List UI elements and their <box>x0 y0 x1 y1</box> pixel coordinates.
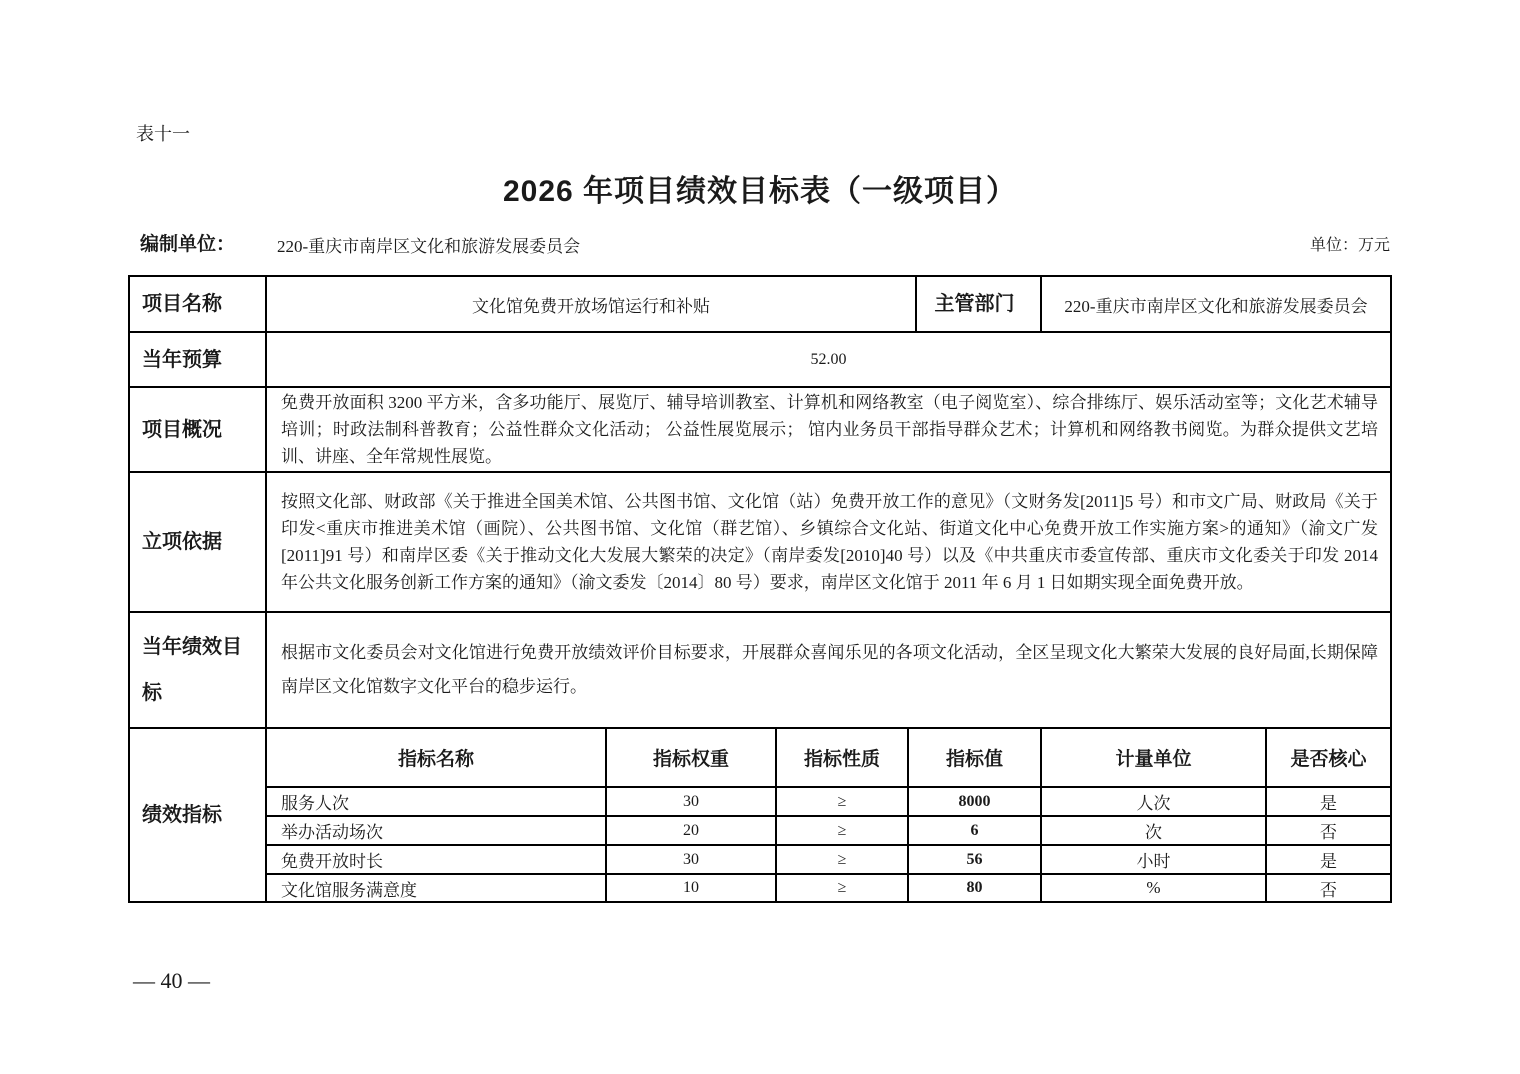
unit-note: 单位：万元 <box>1309 237 1390 254</box>
table-row <box>130 388 1392 473</box>
indicator-row <box>267 846 1392 875</box>
indicator-nature: ≥ <box>777 846 909 875</box>
indicator-core: 是 <box>1267 846 1392 875</box>
overview-text: 免费开放面积 3200 平方米，含多功能厅、展览厅、辅导培训教室、计算机和网络教室（电子阅览室）、综合排练厅、娱乐活动室等；文化艺术辅导培训；时政法制科普教育；公益性群众文化活动； 公益性展览展示； 馆内业务员干部指导群众艺术；计算机和网络教书阅览。为群众提供文艺培训、讲座、全年常规性展览。 <box>281 393 1378 466</box>
indicator-weight: 30 <box>607 788 777 817</box>
dept-label: 主管部门 <box>917 277 1042 333</box>
page-number: — 40 — <box>133 968 210 993</box>
indicator-name: 举办活动场次 <box>267 817 607 846</box>
indicator-row <box>267 817 1392 846</box>
indicator-name: 免费开放时长 <box>267 846 607 875</box>
indicator-unit: % <box>1042 875 1267 903</box>
prepared-by-label: 编制单位： <box>140 234 236 255</box>
indicator-value: 8000 <box>909 788 1042 817</box>
overview-label: 项目概况 <box>130 388 267 473</box>
indicator-nature: ≥ <box>777 875 909 903</box>
indicator-weight: 10 <box>607 875 777 903</box>
prepared-by-value: 220-重庆市南岸区文化和旅游发展委员会 <box>277 237 581 256</box>
indicator-core: 否 <box>1267 875 1392 903</box>
basis-value <box>267 473 1392 613</box>
goal-text: 根据市文化委员会对文化馆进行免费开放绩效评价目标要求，开展群众喜闻乐见的各项文化活动，全区呈现文化大繁荣大发展的良好局面,长期保障南岸区文化馆数字文化平台的稳步运行。 <box>281 643 1378 696</box>
col-header-nature: 指标性质 <box>777 729 909 788</box>
project-name-value: 文化馆免费开放场馆运行和补贴 <box>267 277 917 333</box>
indicator-row <box>267 788 1392 817</box>
indicator-weight: 30 <box>607 846 777 875</box>
dept-value: 220-重庆市南岸区文化和旅游发展委员会 <box>1042 277 1392 333</box>
indicator-core: 是 <box>1267 788 1392 817</box>
indicator-unit: 小时 <box>1042 846 1267 875</box>
indicator-core: 否 <box>1267 817 1392 846</box>
table-row <box>130 333 1392 388</box>
indicator-nature: ≥ <box>777 788 909 817</box>
indicator-weight: 20 <box>607 817 777 846</box>
indicator-name: 服务人次 <box>267 788 607 817</box>
overview-value <box>267 388 1392 473</box>
indicator-unit: 人次 <box>1042 788 1267 817</box>
indicator-row <box>267 875 1392 903</box>
goal-label: 当年绩效目标 <box>130 613 267 729</box>
indicator-unit: 次 <box>1042 817 1267 846</box>
indicator-value: 80 <box>909 875 1042 903</box>
indicator-name: 文化馆服务满意度 <box>267 875 607 903</box>
indicator-nature: ≥ <box>777 817 909 846</box>
col-header-value: 指标值 <box>909 729 1042 788</box>
performance-target-table <box>128 275 1392 903</box>
indicator-value: 56 <box>909 846 1042 875</box>
col-header-core: 是否核心 <box>1267 729 1392 788</box>
page-title: 2026 年项目绩效目标表（一级项目） <box>502 175 1018 208</box>
indicators-subtable <box>267 729 1392 903</box>
col-header-weight: 指标权重 <box>607 729 777 788</box>
indicators-label: 绩效指标 <box>130 729 267 903</box>
project-name-label: 项目名称 <box>130 277 267 333</box>
basis-text: 按照文化部、财政部《关于推进全国美术馆、公共图书馆、文化馆（站）免费开放工作的意见》（文财务发[2011]5 号）和市文广局、财政局《关于印发<重庆市推进美术馆（画院）、公共图书馆、文化馆（群艺馆）、乡镇综合文化站、街道文化中心免费开放工作实施方案>的通知》（渝文广发[2011]91 号）和南岸区委《关于推动文化大发展大繁荣的决定》（南岸委发[2010]40 号）以及《中共重庆市委宣传部、重庆市文化委关于印发 2014 年公共文化服务创新工作方案的通知》（渝文委发〔2014〕80 号）要求，南岸区文化馆于 2011 年 6 月 1 日如期实现全面免费开放。 <box>281 492 1378 592</box>
budget-value: 52.00 <box>267 333 1392 388</box>
basis-label: 立项依据 <box>130 473 267 613</box>
col-header-indicator-name: 指标名称 <box>267 729 607 788</box>
table-row <box>130 729 1392 903</box>
table-row <box>130 613 1392 729</box>
table-row <box>130 473 1392 613</box>
indicators-header-row <box>267 729 1392 788</box>
table-tag: 表十一 <box>136 124 190 144</box>
col-header-unit: 计量单位 <box>1042 729 1267 788</box>
goal-value <box>267 613 1392 729</box>
budget-label: 当年预算 <box>130 333 267 388</box>
indicator-value: 6 <box>909 817 1042 846</box>
table-row <box>130 277 1392 333</box>
